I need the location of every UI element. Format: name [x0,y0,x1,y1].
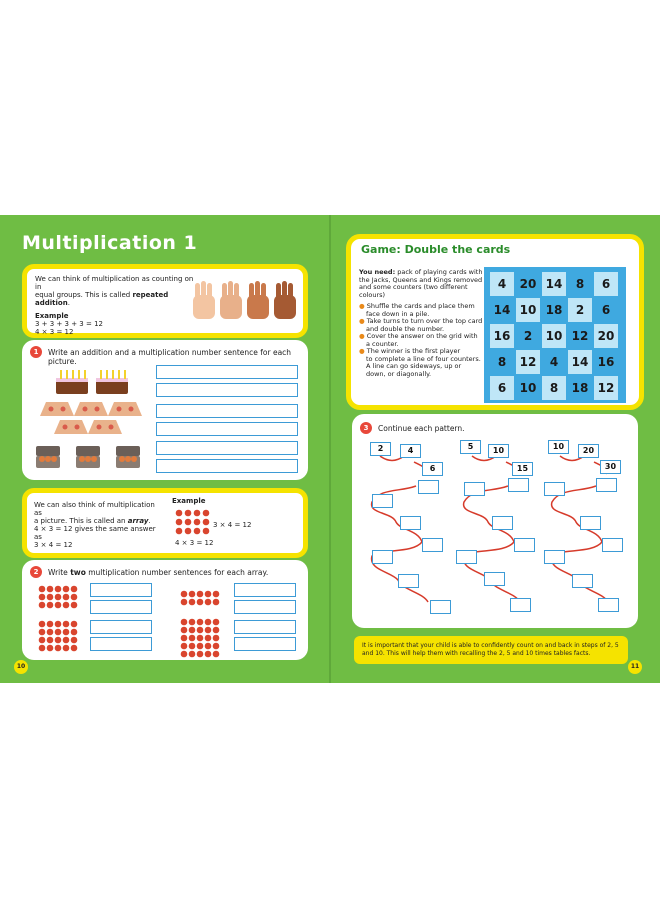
rule-item: ● Take turns to turn over the top card and double the number. [359,317,483,333]
array-info-card [22,488,308,558]
dot-array-2x5 [180,590,222,608]
grid-cell[interactable]: 4 [490,272,514,296]
answer-box[interactable] [156,383,298,397]
answer-box[interactable] [484,572,505,586]
grid-cell[interactable]: 6 [594,272,618,296]
question-3-card [352,414,638,628]
game-instructions: You need: pack of playing cards with the Jacks, Queens and Kings removed and some counters (two different colours) ● Shuffle the cards and place them face down in a pile. ● Take turns to turn over the top card and double the number. ● Cover the answer on the grid with a counter. ● The winner is the first player to complete a line of four counters. A line can go sideways, up or down, or diagonally. [359,268,483,378]
answer-box[interactable] [544,482,565,496]
page-title: Multiplication 1 [22,232,198,254]
question-2-card [22,560,308,660]
question-1-text: Write an addition and a multiplication number sentence for each picture. [48,348,292,366]
rule-item: ● Cover the answer on the grid with a counter. [359,332,478,348]
grid-cell[interactable]: 16 [594,350,618,374]
answer-box[interactable] [398,574,419,588]
dot-array-4x5 [38,620,80,654]
answer-box[interactable] [156,441,298,455]
game-card [346,234,644,410]
grid-cell[interactable]: 10 [516,298,540,322]
answer-box[interactable] [580,516,601,530]
grid-cell[interactable]: 8 [490,350,514,374]
question-2-bold: two [70,568,86,577]
array-example-label: Example [172,497,206,505]
grid-cell[interactable]: 20 [516,272,540,296]
intro-line2: equal groups. This is called repeated addition. [35,291,169,307]
question-1-card [22,340,308,480]
cake-illustration [52,366,152,398]
answer-box[interactable] [234,600,296,614]
example-label: Example [35,312,69,320]
intro-line1: We can think of multiplication as counting on in [35,275,194,291]
array-b [180,590,222,612]
example-line1: 3 + 3 + 3 + 3 = 12 [35,320,103,328]
grid-cell[interactable]: 4 [542,350,566,374]
answer-box[interactable] [90,620,152,634]
grid-cell[interactable]: 18 [542,298,566,322]
answer-box[interactable] [464,482,485,496]
answer-box[interactable] [400,516,421,530]
grid-cell[interactable]: 6 [594,298,618,322]
grid-cell[interactable]: 6 [490,376,514,400]
grid-cell[interactable]: 16 [490,324,514,348]
answer-box[interactable] [572,574,593,588]
answer-box[interactable] [156,404,298,418]
pattern-box: 10 [488,444,509,458]
example-line2: 4 × 3 = 12 [35,328,74,336]
answer-box[interactable] [156,422,298,436]
array-eq2: 4 × 3 = 12 [175,539,214,547]
question-1-badge: 1 [30,346,42,358]
pattern-box: 10 [548,440,569,454]
rule-item: ● The winner is the first player to complete a line of four counters. A line can go sideways, up or down, or diagonally. [359,347,481,378]
answer-box[interactable] [514,538,535,552]
grid-cell[interactable]: 8 [568,272,592,296]
page-number-right: 11 [628,660,642,674]
pattern-box: 15 [512,462,533,476]
grid-cell[interactable]: 14 [490,298,514,322]
answer-box[interactable] [234,637,296,651]
grid-cell[interactable]: 10 [516,376,540,400]
dot-array-3x5 [38,585,80,611]
answer-box[interactable] [422,538,443,552]
pattern-box: 5 [460,440,481,454]
array-d [180,618,222,662]
grid-cell[interactable]: 20 [594,324,618,348]
answer-box[interactable] [598,598,619,612]
array-line4: 3 × 4 = 12 [34,541,73,549]
page-number-left: 10 [14,660,28,674]
answer-box[interactable] [596,478,617,492]
grid-cell[interactable]: 18 [568,376,592,400]
repeated-addition-card [22,264,308,338]
answer-box[interactable] [234,583,296,597]
answer-box[interactable] [510,598,531,612]
intro-text [35,275,195,336]
array-a [38,585,80,615]
tray-illustration [36,400,156,438]
pattern-box: 6 [422,462,443,476]
answer-box[interactable] [508,478,529,492]
game-title: Game: Double the cards [361,243,511,256]
hands-picture [191,279,301,323]
question-2-badge: 2 [30,566,42,578]
question-3-text: Continue each pattern. [378,424,465,433]
answer-box[interactable] [372,494,393,508]
answer-box[interactable] [234,620,296,634]
grid-cell[interactable]: 8 [542,376,566,400]
answer-box[interactable] [430,600,451,614]
question-2-text: Write two multiplication number sentences for each array. [48,568,269,577]
answer-box[interactable] [418,480,439,494]
grid-cell[interactable]: 2 [516,324,540,348]
array-bold: array [127,517,149,525]
grid-cell[interactable]: 14 [568,350,592,374]
array-line1: We can also think of multiplication as [34,501,155,517]
grid-cell[interactable]: 2 [568,298,592,322]
parent-note [354,636,628,664]
rule-item: ● Shuffle the cards and place them face down in a pile. [359,302,475,318]
answer-box[interactable] [456,550,477,564]
pattern-box: 20 [578,444,599,458]
grid-cell[interactable]: 12 [516,350,540,374]
egg-box-illustration [34,444,154,472]
egg-boxes-picture [34,444,154,476]
answer-box[interactable] [156,365,298,379]
grid-cell[interactable]: 12 [568,324,592,348]
array-info-text [34,501,164,549]
answer-box[interactable] [90,583,152,597]
answer-box[interactable] [372,550,393,564]
example-array [175,509,211,537]
book-spine [329,215,331,683]
intro-bold: repeated addition [35,291,169,307]
array-line2: a picture. This is called an array. [34,517,151,525]
cookie-trays-picture [36,400,156,442]
pattern-box: 4 [400,444,421,458]
parent-note-text: It is important that your child is able to confidently count on and back in steps of 2, 5 and 10. This will help them with recalling the 2, 5 and 10 times tables facts. [362,642,619,657]
grid-cell[interactable]: 10 [542,324,566,348]
question-3-badge: 3 [360,422,372,434]
answer-box[interactable] [90,600,152,614]
hands-illustration [191,279,301,323]
dot-array-3x4 [175,509,211,537]
answer-box[interactable] [544,550,565,564]
array-eq1: 3 × 4 = 12 [213,521,252,529]
answer-box[interactable] [90,637,152,651]
you-need-line: You need: pack of playing cards with [359,268,483,276]
number-grid [484,267,626,403]
pattern-box: 30 [600,460,621,474]
answer-box[interactable] [156,459,298,473]
dot-array-5x5 [180,618,222,658]
answer-box[interactable] [602,538,623,552]
array-line3: 4 × 3 = 12 gives the same answer as [34,525,156,541]
array-c [38,620,80,658]
pattern-box: 2 [370,442,391,456]
answer-box[interactable] [492,516,513,530]
grid-cell[interactable]: 12 [594,376,618,400]
birthday-cakes-picture [52,366,152,402]
grid-cell[interactable]: 14 [542,272,566,296]
